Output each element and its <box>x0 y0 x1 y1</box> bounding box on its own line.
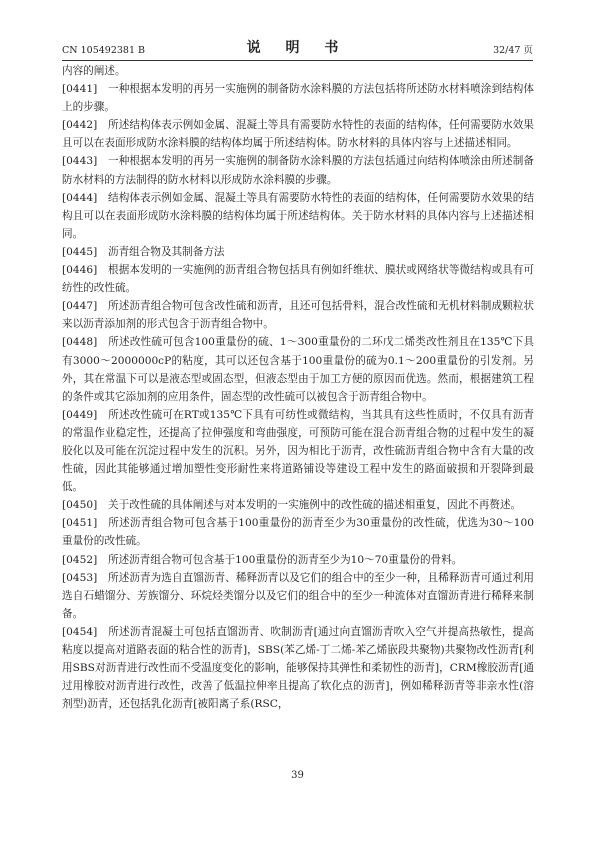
paragraph-text: 一种根据本发明的再另一实施例的制备防水涂料膜的方法包括通过向结构体喷涂由所述制备防水材料的方法制得的防水材料以形成防水涂料膜的步骤。 <box>62 155 534 186</box>
document-title: 说 明 书 <box>246 40 349 56</box>
paragraph-number: [0454] <box>62 625 98 638</box>
paragraph-text: 所述改性硫可在RT或135℃下具有可纺性或微结构，当其具有这些性质时，不仅具有沥青的常温作业稳定性，还提高了拉伸强度和弯曲强度，可预防可能在混合沥青组合物的过程中发生的凝胶化以及可能在沉淀过程中发生的沉积。另外，因为相比于沥青，改性硫沥青组合物中含有大量的改性硫，因此其能够通过增加塑性变形耐性来将道路铺设等建设工程中发生的路面破损和开裂降到最低。 <box>62 408 534 494</box>
paragraph-number: [0443] <box>62 155 98 168</box>
paragraph-number: [0453] <box>62 571 98 584</box>
body-text <box>62 62 534 713</box>
paragraph-text: 所述沥青组合物可包含基于100重量份的沥青至少为10～70重量份的骨料。 <box>108 553 463 566</box>
paragraph <box>62 514 534 550</box>
paragraph-list <box>62 80 534 713</box>
paragraph <box>62 406 534 496</box>
paragraph <box>62 152 534 188</box>
page-header <box>62 34 533 61</box>
paragraph <box>62 551 534 569</box>
paragraph-number: [0448] <box>62 336 98 349</box>
page-footer <box>0 770 595 781</box>
paragraph-text: 所述沥青组合物可包含基于100重量份的沥青至少为30重量份的改性硫，优选为30～100重量份的改性硫。 <box>62 517 534 548</box>
paragraph-text: 所述沥青组合物可包含改性硫和沥青，且还可包括骨料，混合改性硫和无机材料制成颗粒状来以沥青添加剂的形式包含于沥青组合物中。 <box>62 300 534 331</box>
paragraph-text: 结构体表示例如金属、混凝土等具有需要防水特性的表面的结构体，任何需要防水效果的结构且可以在表面形成防水涂料膜的结构体均属于所述结构体。关于防水材料的具体内容与上述描述相同。 <box>62 191 534 240</box>
page-reference: 32/47 页 <box>493 45 533 56</box>
paragraph <box>62 116 534 152</box>
paragraph-number: [0444] <box>62 191 98 204</box>
paragraph-text: 所述改性硫可包含100重量份的硫、1～300重量份的二环戊二烯类改性剂且在135℃下具有3000～2000000cP的粘度，其可以还包含基于100重量份的硫为0.1～200重量份的引发剂。另外，其在常温下可以是液态型或固态型，但液态型由于加工方便的原因而优选。然而，根据建筑工程的条件或其它添加剂的应用条件，固态型的改性硫可以被包含于沥青组合物中。 <box>62 336 534 403</box>
paragraph <box>62 333 534 405</box>
page-number: 39 <box>291 770 304 781</box>
paragraph-number: [0452] <box>62 553 98 566</box>
paragraph <box>62 496 534 514</box>
paragraph <box>62 80 534 116</box>
paragraph <box>62 189 534 243</box>
paragraph-number: [0447] <box>62 300 98 313</box>
paragraph-text: 一种根据本发明的再另一实施例的制备防水涂料膜的方法包括将所述防水材料喷涂到结构体上的步骤。 <box>62 83 534 114</box>
paragraph <box>62 261 534 297</box>
paragraph-text: 所述沥青为选自直馏沥青、稀释沥青以及它们的组合中的至少一种，且稀释沥青可通过利用选自石蜡馏分、芳族馏分、环烷烃类馏分以及它们的组合中的至少一种流体对直馏沥青进行稀释来制备。 <box>62 571 534 620</box>
paragraph-number: [0450] <box>62 499 98 512</box>
patent-number: CN 105492381 B <box>62 45 145 56</box>
continuation-text: 内容的阐述。 <box>62 65 126 77</box>
paragraph <box>62 297 534 333</box>
paragraph-text: 所述结构体表示例如金属、混凝土等具有需要防水特性的表面的结构体，任何需要防水效果且可以在表面形成防水涂料膜的结构体均属于所述结构体。防水材料的具体内容与上述描述相同。 <box>62 119 534 150</box>
paragraph <box>62 569 534 623</box>
paragraph-number: [0451] <box>62 517 98 530</box>
paragraph-number: [0442] <box>62 119 98 132</box>
paragraph-number: [0446] <box>62 264 98 277</box>
paragraph-text: 根据本发明的一实施例的沥青组合物包括具有例如纤维状、膜状或网络状等微结构或具有可纺性的改性硫。 <box>62 264 534 295</box>
paragraph-number: [0441] <box>62 83 98 96</box>
paragraph <box>62 243 534 261</box>
paragraph-number: [0449] <box>62 408 98 421</box>
paragraph-text: 沥青组合物及其制备方法 <box>108 245 225 258</box>
paragraph <box>62 623 534 713</box>
paragraph-number: [0445] <box>62 245 98 258</box>
paragraph-text: 所述沥青混凝土可包括直馏沥青、吹制沥青[通过向直馏沥青吹入空气并提高热敏性，提高粘度以提高对道路表面的粘合性的沥青]，SBS(苯乙烯-丁二烯-苯乙烯嵌段共聚物)共聚物改性沥青[利用SBS对沥青进行改性而不受温度变化的影响，能够保持其弹性和柔韧性的沥青]，CRM橡胶沥青[通过用橡胶对沥青进行改性，改善了低温拉伸率且提高了软化点的沥青]，例如稀释沥青等非亲水性(溶剂型)沥青，还包括乳化沥青[被阳离子系(RSC， <box>62 625 534 711</box>
paragraph-text: 关于改性硫的具体阐述与对本发明的一实施例中的改性硫的描述相重复，因此不再赘述。 <box>108 499 522 512</box>
